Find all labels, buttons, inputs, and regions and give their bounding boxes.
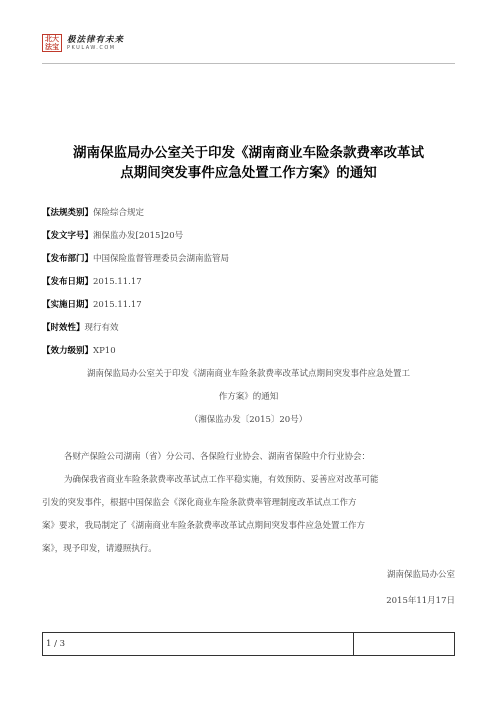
doc-number: （湘保监办发〔2015〕20号）: [189, 415, 308, 425]
title-line-1: 湖南保监局办公室关于印发《湖南商业车险条款费率改革试: [73, 145, 424, 161]
pkulaw-logo: [42, 34, 124, 52]
body-line-2: 引发的突发事件，根据中国保监会《深化商业车险条款费率管理制度改革试点工作方: [42, 498, 357, 508]
meta-doc-number: 【发文字号】湘保监办发[2015]20号: [42, 231, 184, 241]
meta-category: 【法规类别】保险综合规定: [42, 208, 145, 218]
title-line-2: 点期间突发事件应急处置工作方案》的通知: [120, 165, 377, 181]
header-divider: [42, 63, 455, 64]
body-line-4: 案》，现予印发，请遵照执行。: [42, 544, 157, 554]
body-line-3: 案》要求，我局制定了《湖南商业车险条款费率改革试点期间突发事件应急处置工作方: [42, 521, 366, 531]
meta-issuer: 【发布部门】中国保险监督管理委员会湖南监管局: [42, 254, 230, 264]
recipients: 各财产保险公司湖南（省）分公司、各保险行业协会、湖南省保险中介行业协会：: [64, 452, 371, 462]
meta-effective-date: 【实施日期】2015.11.17: [42, 300, 142, 310]
meta-publish-date: 【发布日期】2015.11.17: [42, 277, 142, 287]
logo-seal: 北大法宝: [42, 34, 62, 52]
sign-date: 2015年11月17日: [386, 596, 455, 606]
body-line-1: 为确保我省商业车险条款费率改革试点工作平稳实施，有效预防、妥善应对改革可能: [64, 475, 379, 485]
page-indicator: 1 / 3: [46, 639, 66, 649]
footer-divider: [353, 633, 354, 655]
heading-line-1: 湖南保监局办公室关于印发《湖南商业车险条款费率改革试点期间突发事件应急处置工: [86, 369, 410, 379]
logo-domain: PKULAW.COM: [67, 44, 116, 51]
document-title: [42, 143, 455, 183]
signature: 湖南保监局办公室: [386, 570, 455, 580]
meta-level: 【效力级别】XP10: [42, 346, 116, 356]
logo-slogan: 极法律有未来: [67, 34, 125, 45]
heading-line-2: 作方案》的通知: [218, 392, 279, 402]
meta-validity: 【时效性】现行有效: [42, 323, 119, 333]
page-footer: [42, 632, 455, 656]
logo-text: [67, 35, 124, 52]
